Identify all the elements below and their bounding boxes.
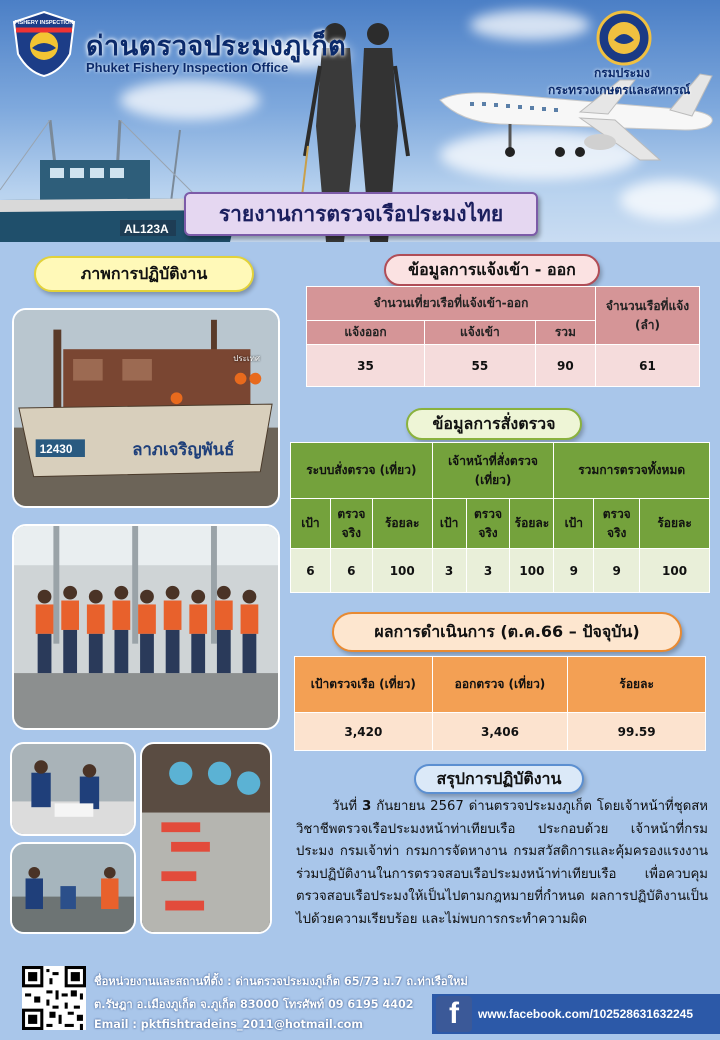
system-actual: 6 <box>330 549 372 593</box>
col-target: เป้า <box>432 499 466 549</box>
footer-address-1: ชื่อหน่วยงานและสถานที่ตั้ง : ด่านตรวจประมงภูเก็ต 65/73 ม.7 ถ.ท่าเรือใหม่ <box>94 975 468 988</box>
col-target: เป้า <box>291 499 331 549</box>
facebook-url[interactable]: www.facebook.com/102528631632245 <box>478 1007 694 1021</box>
col-percent: ร้อยละ <box>372 499 432 549</box>
officer-percent: 100 <box>510 549 554 593</box>
summary-title: สรุปการปฏิบัติงาน <box>414 764 584 794</box>
value-inspected: 3,406 <box>432 713 568 751</box>
value-vessels: 61 <box>596 345 700 387</box>
total-actual: 9 <box>594 549 640 593</box>
qr-code[interactable] <box>22 966 86 1030</box>
boat-number: 12430 <box>39 443 73 457</box>
trips-group-header: จำนวนเที่ยวเรือที่แจ้งเข้า-ออก <box>307 287 596 321</box>
system-percent: 100 <box>372 549 432 593</box>
summary-text <box>296 796 708 932</box>
cloud <box>620 180 720 220</box>
team-group-photo <box>12 524 280 730</box>
cloud <box>470 10 590 40</box>
department-of-fisheries-logo <box>596 10 652 66</box>
boat-name: ลาภเจริญพันธ์ <box>132 439 235 460</box>
facebook-icon: f <box>436 996 472 1032</box>
vessels-header: จำนวนเรือที่แจ้ง (ลำ) <box>596 287 700 345</box>
ship-code: AL123A <box>124 222 169 236</box>
footer-email[interactable]: Email : pktfishtradeins_2011@hotmail.com <box>94 1018 363 1031</box>
col-total: รวม <box>535 321 595 345</box>
logo-text: FISHERY INSPECTION <box>14 20 74 26</box>
results-table <box>294 656 706 751</box>
col-inspected: ออกตรวจ (เที่ยว) <box>432 657 568 713</box>
inspection-order-title: ข้อมูลการสั่งตรวจ <box>406 408 582 440</box>
fish-catch-photo <box>140 742 272 934</box>
value-exit: 35 <box>307 345 425 387</box>
group-system: ระบบสั่งตรวจ (เที่ยว) <box>291 443 433 499</box>
col-inspection-target: เป้าตรวจเรือ (เที่ยว) <box>295 657 433 713</box>
document-check-photo <box>10 742 136 836</box>
results-title: ผลการดำเนินการ (ต.ค.66 – ปัจจุบัน) <box>332 612 682 652</box>
entry-exit-table <box>306 286 700 387</box>
col-exit: แจ้งออก <box>307 321 425 345</box>
col-result-percent: ร้อยละ <box>568 657 706 713</box>
photo-timestamp: ประเทศ <box>233 354 260 363</box>
col-actual: ตรวจจริง <box>594 499 640 549</box>
summary-prefix: วันที่ <box>332 799 363 814</box>
officer-target: 3 <box>432 549 466 593</box>
photo-section-title: ภาพการปฏิบัติงาน <box>34 256 254 292</box>
office-name-english: Phuket Fishery Inspection Office <box>86 60 289 75</box>
col-target: เป้า <box>554 499 594 549</box>
group-officer: เจ้าหน้าที่สั่งตรวจ (เที่ยว) <box>432 443 554 499</box>
col-actual: ตรวจจริง <box>330 499 372 549</box>
total-target: 9 <box>554 549 594 593</box>
col-entry: แจ้งเข้า <box>424 321 535 345</box>
value-entry: 55 <box>424 345 535 387</box>
crew-check-photo <box>10 842 136 934</box>
cloud <box>120 80 260 120</box>
header-banner <box>0 0 720 242</box>
inspection-order-table <box>290 442 710 593</box>
total-percent: 100 <box>640 549 710 593</box>
col-percent: ร้อยละ <box>640 499 710 549</box>
fishery-inspection-logo <box>10 10 78 78</box>
footer-address-2: ต.รัษฎา อ.เมืองภูเก็ต จ.ภูเก็ต 83000 โทรศัพท์ 09 6195 4402 <box>94 998 414 1011</box>
value-inspection-target: 3,420 <box>295 713 433 751</box>
col-percent: ร้อยละ <box>510 499 554 549</box>
boat-inspection-photo <box>12 308 280 508</box>
ministry-name: กระทรวงเกษตรและสหกรณ์ <box>548 83 691 97</box>
summary-date: 3 <box>362 799 372 814</box>
department-name: กรมประมง <box>594 66 650 80</box>
col-actual: ตรวจจริง <box>466 499 510 549</box>
value-result-percent: 99.59 <box>568 713 706 751</box>
office-name-thai: ด่านตรวจประมงภูเก็ต <box>86 31 347 62</box>
summary-body: กันยายน 2567 ด่านตรวจประมงภูเก็ต โดยเจ้าหน้าที่ชุดสหวิชาชีพตรวจเรือประมงหน้าท่าเทียบเรือ ประกอบด้วย เจ้าหน้าที่กรมประมง กรมเจ้าท่า กรมการจัดหางาน กรมสวัสดิการและคุ้มครองแรงงาน ร่วมปฏิบัติงานในการตรวจสอบเรือประมงหน้าท่าเทียบเรือ เพื่อควบคุมตรวจสอบเรือประมงให้เป็นไปตามกฎหมายที่กำหนด ผลการปฏิบัติงานเป็นไปด้วยความเรียบร้อย และไม่พบการกระทำความผิด <box>296 799 708 927</box>
system-target: 6 <box>291 549 331 593</box>
value-total: 90 <box>535 345 595 387</box>
officer-actual: 3 <box>466 549 510 593</box>
group-total: รวมการตรวจทั้งหมด <box>554 443 710 499</box>
facebook-link[interactable] <box>432 994 720 1034</box>
entry-exit-title: ข้อมูลการแจ้งเข้า - ออก <box>384 254 600 286</box>
airplane-image <box>430 60 720 180</box>
report-title: รายงานการตรวจเรือประมงไทย <box>184 192 538 236</box>
